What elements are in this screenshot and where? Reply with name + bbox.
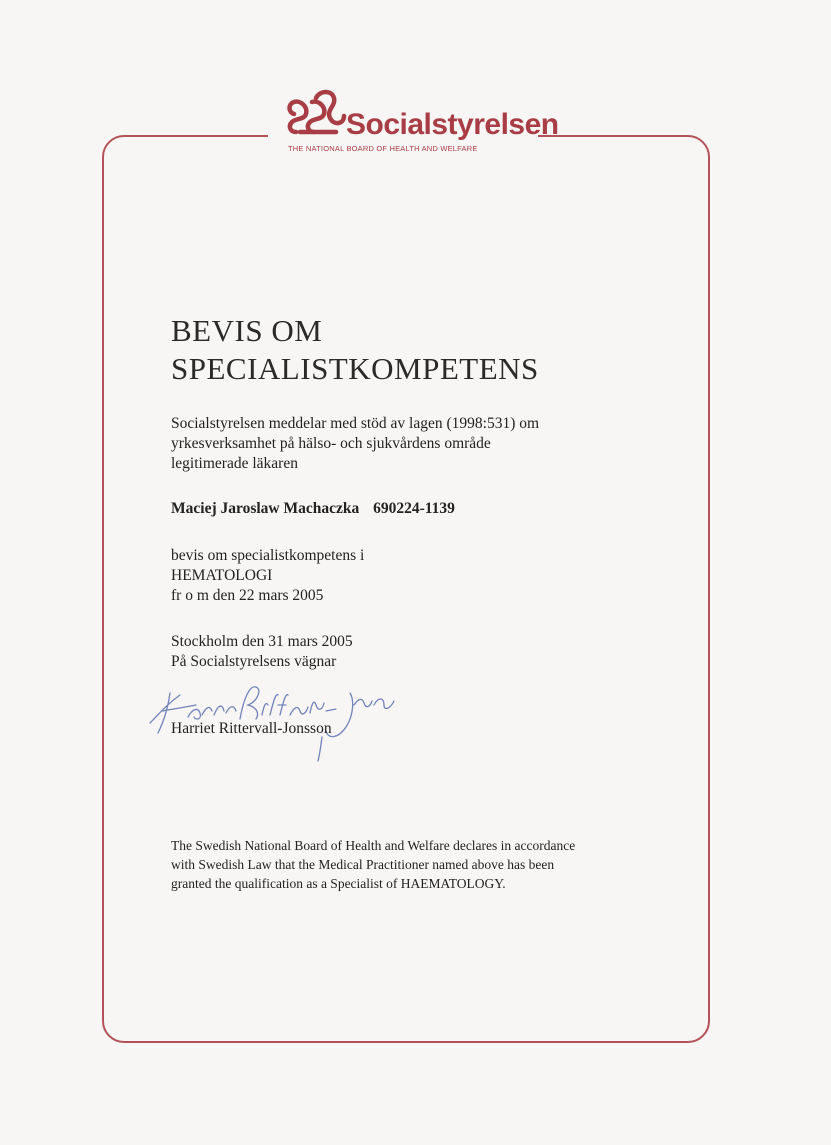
socialstyrelsen-logo	[268, 86, 559, 156]
english-line: granted the qualification as a Specialist of HAEMATOLOGY.	[171, 876, 506, 891]
specialty-line: bevis om specialistkompetens i	[171, 547, 365, 564]
valid-from-date: fr o m den 22 mars 2005	[171, 587, 324, 604]
logo-subtitle: THE NATIONAL BOARD OF HEALTH AND WELFARE	[288, 144, 478, 153]
place-date-block	[171, 632, 353, 672]
title-line-2: SPECIALISTKOMPETENS	[171, 351, 539, 386]
english-line: The Swedish National Board of Health and Welfare declares in accordance	[171, 838, 576, 853]
logo-wordmark: Socialstyrelsen	[346, 108, 559, 141]
certificate-title	[171, 312, 539, 388]
intro-line: yrkesverksamhet på hälso- och sjukvårdens område	[171, 435, 491, 452]
intro-paragraph	[171, 414, 641, 474]
holder-line	[171, 500, 455, 518]
on-behalf-of: På Socialstyrelsens vägnar	[171, 653, 337, 670]
title-line-1: BEVIS OM	[171, 313, 323, 348]
intro-line: legitimerade läkaren	[171, 455, 298, 472]
intro-line: Socialstyrelsen meddelar med stöd av lagen (1998:531) om	[171, 415, 540, 432]
holder-name: Maciej Jaroslaw Machaczka	[171, 500, 360, 517]
english-line: with Swedish Law that the Medical Practitioner named above has been	[171, 857, 555, 872]
english-declaration	[171, 836, 671, 893]
specialty-name: HEMATOLOGI	[171, 567, 273, 584]
holder-id: 690224-1139	[373, 500, 455, 517]
place-date: Stockholm den 31 mars 2005	[171, 633, 353, 650]
socialstyrelsen-emblem-icon	[286, 88, 350, 136]
signatory-name: Harriet Rittervall-Jonsson	[171, 720, 332, 737]
specialty-block	[171, 546, 364, 606]
